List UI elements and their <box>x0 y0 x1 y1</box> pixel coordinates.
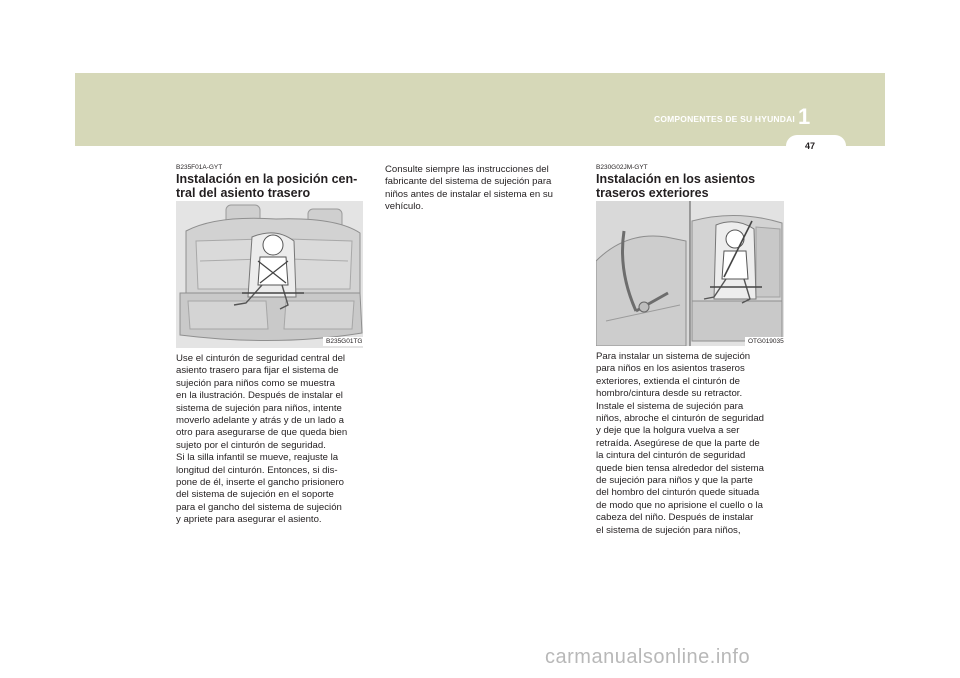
text-line: sujeción para niños como se muestra <box>176 377 335 389</box>
text-line: niños, abroche el cinturón de seguridad <box>596 413 765 425</box>
left-section-code: B235F01A-GYT <box>176 164 223 171</box>
text-line: y apriete para asegurar el asiento. <box>176 514 322 526</box>
text-line: quede bien tensa alrededor del sistema <box>596 462 765 474</box>
text-line: asiento trasero para fijar el sistema de <box>176 365 339 377</box>
text-line: Consulte siempre las instrucciones del <box>385 164 549 175</box>
figure-rear-seat-center <box>176 201 363 348</box>
text-line: del sistema de sujeción en el soporte <box>176 489 334 501</box>
text-line: la cintura del cinturón de seguridad <box>596 450 746 462</box>
left-body-text <box>176 353 363 527</box>
rear-outboard-seat-illustration <box>596 201 784 346</box>
text-line: vehículo. <box>385 201 424 213</box>
right-section-code: B230G02JM-GYT <box>596 164 648 171</box>
text-line: Para instalar un sistema de sujeción <box>596 351 751 362</box>
text-line: hombro/cintura desde su retractor. <box>596 388 743 400</box>
text-line: Instale el sistema de sujeción para <box>596 400 744 412</box>
middle-body-text <box>385 164 575 214</box>
text-line: para niños en los asientos traseros <box>596 363 745 375</box>
right-heading <box>596 172 755 200</box>
watermark: carmanualsonline.info <box>545 646 751 668</box>
left-figure-caption: B235G01TG <box>323 337 366 346</box>
text-line: y deje que la holgura vuelva a ser <box>596 425 740 437</box>
section-title: COMPONENTES DE SU HYUNDAI <box>653 114 795 124</box>
chapter-number: 1 <box>798 104 811 129</box>
text-line: longitud del cinturón. Entonces, si dis- <box>176 464 338 476</box>
text-line: de sujeción para niños y que la parte <box>596 475 753 487</box>
text-line: fabricante del sistema de sujeción para <box>385 176 552 188</box>
text-line: sistema de sujeción para niños, intente <box>176 402 342 414</box>
text-line: Use el cinturón de seguridad central del <box>176 353 346 364</box>
header-band <box>75 73 885 146</box>
text-line: del hombro del cinturón quede situada <box>596 487 760 499</box>
rear-seat-center-illustration <box>176 201 363 348</box>
left-heading <box>176 172 357 200</box>
right-figure-caption: OTG019035 <box>745 337 787 346</box>
text-line: cabeza del niño. Después de instalar <box>596 512 754 524</box>
text-line: sujeto por el cinturón de seguridad. <box>176 439 326 451</box>
left-heading-line-1: Instalación en la posición cen- <box>176 172 358 186</box>
text-line: niños antes de instalar el sistema en su <box>385 188 553 200</box>
text-line: retraída. Asegúrese de que la parte de <box>596 437 760 449</box>
right-heading-line-1: Instalación en los asientos <box>596 172 756 186</box>
text-line: exteriores, extienda el cinturón de <box>596 375 740 387</box>
figure-rear-outboard-seats <box>596 201 784 346</box>
text-line: Si la silla infantil se mueve, reajuste la <box>176 452 339 464</box>
text-line: pone de él, inserte el gancho prisionero <box>176 477 345 489</box>
text-line: de modo que no aprisione el cuello o la <box>596 499 763 511</box>
text-line: moverlo adelante y atrás y de un lado a <box>176 415 344 427</box>
page-number: 47 <box>804 141 815 151</box>
text-line: para el gancho del sistema de sujeción <box>176 501 342 513</box>
text-line: en la ilustración. Después de instalar el <box>176 390 343 402</box>
text-line: el sistema de sujeción para niños, <box>596 524 741 536</box>
text-line: otro para asegurarse de que queda bien <box>176 427 348 439</box>
right-body-text <box>596 351 784 537</box>
right-heading-line-2: traseros exteriores <box>596 186 709 200</box>
left-heading-line-2: tral del asiento trasero <box>176 186 311 200</box>
